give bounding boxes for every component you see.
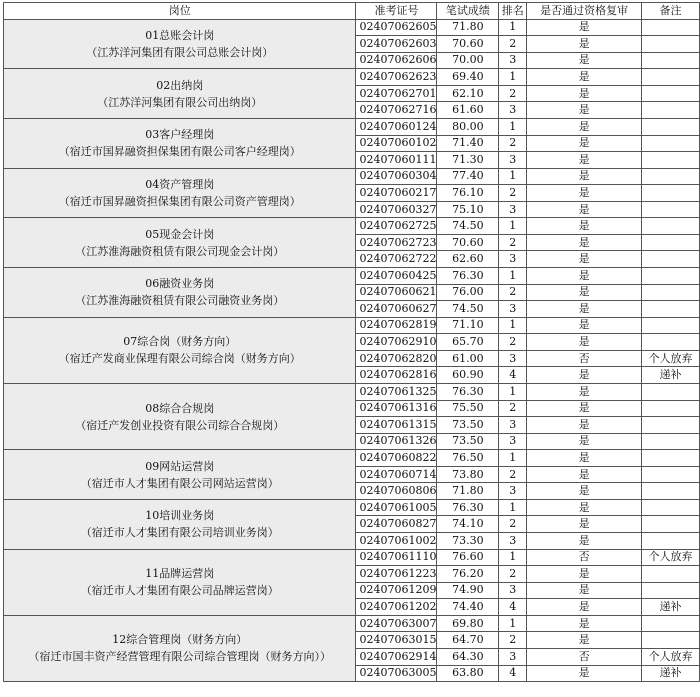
- ticket-cell: 02407061315: [356, 417, 437, 434]
- score-cell: 76.50: [437, 450, 499, 467]
- ticket-cell: 02407062623: [356, 69, 437, 86]
- remark-cell: [642, 499, 700, 516]
- header-rank: 排名: [499, 3, 527, 20]
- remark-cell: [642, 433, 700, 450]
- ticket-cell: 02407063007: [356, 615, 437, 632]
- remark-cell: [642, 284, 700, 301]
- rank-cell: 2: [499, 135, 527, 152]
- score-cell: 61.00: [437, 350, 499, 367]
- score-cell: 74.90: [437, 582, 499, 599]
- score-cell: 80.00: [437, 118, 499, 135]
- rank-cell: 2: [499, 185, 527, 202]
- rank-cell: 1: [499, 69, 527, 86]
- rank-cell: 2: [499, 284, 527, 301]
- score-cell: 73.50: [437, 417, 499, 434]
- ticket-cell: 02407060627: [356, 301, 437, 318]
- rank-cell: 3: [499, 533, 527, 550]
- pass-cell: 是: [527, 466, 642, 483]
- score-cell: 60.90: [437, 367, 499, 384]
- rank-cell: 1: [499, 317, 527, 334]
- position-title: 04资产管理岗: [145, 177, 215, 191]
- pass-cell: 是: [527, 168, 642, 185]
- pass-cell: 否: [527, 350, 642, 367]
- position-title: 09网站运营岗: [145, 459, 215, 473]
- remark-cell: [642, 417, 700, 434]
- ticket-cell: 02407061110: [356, 549, 437, 566]
- position-org: （宿迁市国丰资产经营管理有限公司综合管理岗（财务方向））: [28, 650, 331, 664]
- remark-cell: [642, 36, 700, 53]
- position-org: （宿迁市人才集团有限公司网站运营岗）: [80, 476, 279, 490]
- score-cell: 71.80: [437, 19, 499, 36]
- remark-cell: [642, 400, 700, 417]
- remark-cell: 递补: [642, 367, 700, 384]
- score-cell: 77.40: [437, 168, 499, 185]
- score-cell: 71.10: [437, 317, 499, 334]
- remark-cell: [642, 218, 700, 235]
- ticket-cell: 02407060102: [356, 135, 437, 152]
- pass-cell: 是: [527, 417, 642, 434]
- rank-cell: 1: [499, 499, 527, 516]
- header-remark: 备注: [642, 3, 700, 20]
- score-cell: 73.30: [437, 533, 499, 550]
- pass-cell: 是: [527, 218, 642, 235]
- rank-cell: 3: [499, 102, 527, 119]
- position-cell: [4, 69, 356, 119]
- position-title: 01总账会计岗: [145, 28, 215, 42]
- header-pass: 是否通过资格复审: [527, 3, 642, 20]
- remark-cell: [642, 516, 700, 533]
- remark-cell: [642, 185, 700, 202]
- score-cell: 71.40: [437, 135, 499, 152]
- rank-cell: 2: [499, 400, 527, 417]
- position-cell: [4, 268, 356, 318]
- pass-cell: 是: [527, 19, 642, 36]
- rank-cell: 1: [499, 218, 527, 235]
- position-title: 07综合岗（财务方向）: [123, 335, 237, 349]
- rank-cell: 1: [499, 19, 527, 36]
- remark-cell: [642, 615, 700, 632]
- rank-cell: 1: [499, 549, 527, 566]
- remark-cell: [642, 317, 700, 334]
- pass-cell: 是: [527, 301, 642, 318]
- ticket-cell: 02407062820: [356, 350, 437, 367]
- ticket-cell: 02407063005: [356, 665, 437, 682]
- ticket-cell: 02407060217: [356, 185, 437, 202]
- remark-cell: [642, 135, 700, 152]
- pass-cell: 是: [527, 251, 642, 268]
- ticket-cell: 02407062606: [356, 52, 437, 69]
- remark-cell: 个人放弃: [642, 648, 700, 665]
- results-document: [3, 2, 700, 682]
- score-cell: 70.60: [437, 234, 499, 251]
- score-cell: 64.70: [437, 632, 499, 649]
- rank-cell: 2: [499, 516, 527, 533]
- remark-cell: [642, 334, 700, 351]
- position-cell: [4, 549, 356, 615]
- rank-cell: 3: [499, 201, 527, 218]
- remark-cell: [642, 383, 700, 400]
- position-org: （宿迁市国昇融资担保集团有限公司客户经理岗）: [58, 145, 301, 159]
- pass-cell: 是: [527, 52, 642, 69]
- rank-cell: 4: [499, 367, 527, 384]
- rank-cell: 4: [499, 665, 527, 682]
- pass-cell: 是: [527, 367, 642, 384]
- table-row: [4, 118, 700, 135]
- pass-cell: 是: [527, 185, 642, 202]
- remark-cell: 递补: [642, 665, 700, 682]
- pass-cell: 是: [527, 450, 642, 467]
- pass-cell: 是: [527, 135, 642, 152]
- pass-cell: 是: [527, 201, 642, 218]
- pass-cell: 是: [527, 632, 642, 649]
- rank-cell: 2: [499, 36, 527, 53]
- rank-cell: 2: [499, 466, 527, 483]
- ticket-cell: 02407062722: [356, 251, 437, 268]
- table-row: [4, 317, 700, 334]
- rank-cell: 1: [499, 268, 527, 285]
- remark-cell: [642, 19, 700, 36]
- ticket-cell: 02407061202: [356, 599, 437, 616]
- ticket-cell: 02407062910: [356, 334, 437, 351]
- header-row: [4, 3, 700, 20]
- rank-cell: 3: [499, 52, 527, 69]
- ticket-cell: 02407062605: [356, 19, 437, 36]
- ticket-cell: 02407060111: [356, 152, 437, 169]
- ticket-cell: 02407060822: [356, 450, 437, 467]
- remark-cell: [642, 52, 700, 69]
- pass-cell: 是: [527, 383, 642, 400]
- rank-cell: 3: [499, 582, 527, 599]
- position-org: （江苏淮海融资租赁有限公司现金会计岗）: [75, 244, 285, 258]
- remark-cell: [642, 102, 700, 119]
- ticket-cell: 02407060827: [356, 516, 437, 533]
- rank-cell: 3: [499, 301, 527, 318]
- ticket-cell: 02407061316: [356, 400, 437, 417]
- ticket-cell: 02407061005: [356, 499, 437, 516]
- table-body: [4, 19, 700, 682]
- score-cell: 71.80: [437, 483, 499, 500]
- position-org: （宿迁市人才集团有限公司品牌运营岗）: [80, 584, 279, 598]
- pass-cell: 否: [527, 549, 642, 566]
- remark-cell: [642, 466, 700, 483]
- remark-cell: [642, 268, 700, 285]
- pass-cell: 是: [527, 284, 642, 301]
- remark-cell: [642, 118, 700, 135]
- pass-cell: 是: [527, 499, 642, 516]
- position-org: （江苏洋河集团有限公司总账会计岗）: [86, 45, 274, 59]
- score-cell: 76.10: [437, 185, 499, 202]
- score-cell: 70.00: [437, 52, 499, 69]
- pass-cell: 是: [527, 85, 642, 102]
- score-cell: 76.30: [437, 268, 499, 285]
- position-org: （江苏淮海融资租赁有限公司融资业务岗）: [75, 294, 285, 308]
- position-org: （江苏洋河集团有限公司出纳岗）: [97, 95, 263, 109]
- ticket-cell: 02407060327: [356, 201, 437, 218]
- rank-cell: 3: [499, 251, 527, 268]
- pass-cell: 是: [527, 516, 642, 533]
- remark-cell: [642, 533, 700, 550]
- ticket-cell: 02407060621: [356, 284, 437, 301]
- position-org: （宿迁产发商业保理有限公司综合岗（财务方向）: [58, 352, 301, 366]
- pass-cell: 是: [527, 566, 642, 583]
- position-cell: [4, 317, 356, 383]
- rank-cell: 1: [499, 383, 527, 400]
- ticket-cell: 02407060425: [356, 268, 437, 285]
- position-cell: [4, 615, 356, 681]
- rank-cell: 3: [499, 417, 527, 434]
- table-row: [4, 268, 700, 285]
- table-row: [4, 383, 700, 400]
- ticket-cell: 02407063015: [356, 632, 437, 649]
- position-title: 11品牌运营岗: [145, 567, 215, 581]
- pass-cell: 是: [527, 615, 642, 632]
- score-cell: 62.60: [437, 251, 499, 268]
- position-title: 10培训业务岗: [145, 509, 215, 523]
- pass-cell: 是: [527, 118, 642, 135]
- pass-cell: 是: [527, 599, 642, 616]
- rank-cell: 3: [499, 483, 527, 500]
- ticket-cell: 02407061325: [356, 383, 437, 400]
- ticket-cell: 02407062914: [356, 648, 437, 665]
- pass-cell: 是: [527, 400, 642, 417]
- table-row: [4, 615, 700, 632]
- remark-cell: [642, 152, 700, 169]
- position-cell: [4, 499, 356, 549]
- remark-cell: [642, 168, 700, 185]
- rank-cell: 2: [499, 632, 527, 649]
- pass-cell: 是: [527, 102, 642, 119]
- pass-cell: 是: [527, 268, 642, 285]
- score-cell: 74.50: [437, 301, 499, 318]
- pass-cell: 是: [527, 433, 642, 450]
- score-cell: 64.30: [437, 648, 499, 665]
- remark-cell: [642, 69, 700, 86]
- score-cell: 62.10: [437, 85, 499, 102]
- pass-cell: 是: [527, 582, 642, 599]
- position-org: （宿迁产发创业投资有限公司综合合规岗）: [75, 418, 285, 432]
- pass-cell: 是: [527, 234, 642, 251]
- score-cell: 75.10: [437, 201, 499, 218]
- position-title: 12综合管理岗（财务方向）: [112, 633, 248, 647]
- table-row: [4, 19, 700, 36]
- rank-cell: 3: [499, 350, 527, 367]
- ticket-cell: 02407062819: [356, 317, 437, 334]
- ticket-cell: 02407062723: [356, 234, 437, 251]
- rank-cell: 1: [499, 615, 527, 632]
- position-cell: [4, 218, 356, 268]
- table-row: [4, 549, 700, 566]
- pass-cell: 是: [527, 665, 642, 682]
- pass-cell: 是: [527, 152, 642, 169]
- remark-cell: [642, 301, 700, 318]
- ticket-cell: 02407062716: [356, 102, 437, 119]
- ticket-cell: 02407060124: [356, 118, 437, 135]
- rank-cell: 1: [499, 450, 527, 467]
- rank-cell: 3: [499, 433, 527, 450]
- remark-cell: 递补: [642, 599, 700, 616]
- score-cell: 74.40: [437, 599, 499, 616]
- remark-cell: 个人放弃: [642, 350, 700, 367]
- pass-cell: 是: [527, 69, 642, 86]
- rank-cell: 3: [499, 152, 527, 169]
- remark-cell: 个人放弃: [642, 549, 700, 566]
- ticket-cell: 02407060714: [356, 466, 437, 483]
- remark-cell: [642, 201, 700, 218]
- score-cell: 76.20: [437, 566, 499, 583]
- table-row: [4, 69, 700, 86]
- ticket-cell: 02407060304: [356, 168, 437, 185]
- position-title: 03客户经理岗: [145, 128, 215, 142]
- remark-cell: [642, 582, 700, 599]
- score-cell: 63.80: [437, 665, 499, 682]
- score-cell: 71.30: [437, 152, 499, 169]
- rank-cell: 2: [499, 566, 527, 583]
- score-cell: 76.30: [437, 383, 499, 400]
- rank-cell: 1: [499, 118, 527, 135]
- ticket-cell: 02407062603: [356, 36, 437, 53]
- position-cell: [4, 168, 356, 218]
- position-org: （宿迁市国昇融资担保集团有限公司资产管理岗）: [58, 194, 301, 208]
- remark-cell: [642, 251, 700, 268]
- position-cell: [4, 118, 356, 168]
- remark-cell: [642, 85, 700, 102]
- ticket-cell: 02407061002: [356, 533, 437, 550]
- score-cell: 70.60: [437, 36, 499, 53]
- table-row: [4, 450, 700, 467]
- rank-cell: 1: [499, 168, 527, 185]
- table-row: [4, 499, 700, 516]
- remark-cell: [642, 566, 700, 583]
- pass-cell: 否: [527, 648, 642, 665]
- position-title: 06融资业务岗: [145, 277, 215, 291]
- remark-cell: [642, 632, 700, 649]
- score-cell: 75.50: [437, 400, 499, 417]
- score-cell: 74.50: [437, 218, 499, 235]
- pass-cell: 是: [527, 36, 642, 53]
- position-title: 02出纳岗: [156, 78, 204, 92]
- position-cell: [4, 19, 356, 69]
- table-row: [4, 218, 700, 235]
- rank-cell: 2: [499, 234, 527, 251]
- ticket-cell: 02407061209: [356, 582, 437, 599]
- rank-cell: 2: [499, 85, 527, 102]
- remark-cell: [642, 450, 700, 467]
- ticket-cell: 02407062701: [356, 85, 437, 102]
- score-cell: 74.10: [437, 516, 499, 533]
- remark-cell: [642, 483, 700, 500]
- score-cell: 61.60: [437, 102, 499, 119]
- rank-cell: 2: [499, 334, 527, 351]
- pass-cell: 是: [527, 533, 642, 550]
- rank-cell: 3: [499, 648, 527, 665]
- ticket-cell: 02407062816: [356, 367, 437, 384]
- score-cell: 65.70: [437, 334, 499, 351]
- score-cell: 76.00: [437, 284, 499, 301]
- position-cell: [4, 450, 356, 500]
- position-org: （宿迁市人才集团有限公司培训业务岗）: [80, 526, 279, 540]
- pass-cell: 是: [527, 334, 642, 351]
- table-row: [4, 168, 700, 185]
- remark-cell: [642, 234, 700, 251]
- results-table: [3, 2, 700, 682]
- score-cell: 73.80: [437, 466, 499, 483]
- header-ticket: 准考证号: [356, 3, 437, 20]
- header-score: 笔试成绩: [437, 3, 499, 20]
- position-title: 05现金会计岗: [145, 227, 215, 241]
- ticket-cell: 02407061223: [356, 566, 437, 583]
- score-cell: 73.50: [437, 433, 499, 450]
- ticket-cell: 02407062725: [356, 218, 437, 235]
- rank-cell: 4: [499, 599, 527, 616]
- ticket-cell: 02407061326: [356, 433, 437, 450]
- score-cell: 69.80: [437, 615, 499, 632]
- header-position: 岗位: [4, 3, 356, 20]
- pass-cell: 是: [527, 483, 642, 500]
- score-cell: 69.40: [437, 69, 499, 86]
- pass-cell: 是: [527, 317, 642, 334]
- position-title: 08综合合规岗: [145, 401, 215, 415]
- position-cell: [4, 383, 356, 449]
- score-cell: 76.30: [437, 499, 499, 516]
- score-cell: 76.60: [437, 549, 499, 566]
- ticket-cell: 02407060806: [356, 483, 437, 500]
